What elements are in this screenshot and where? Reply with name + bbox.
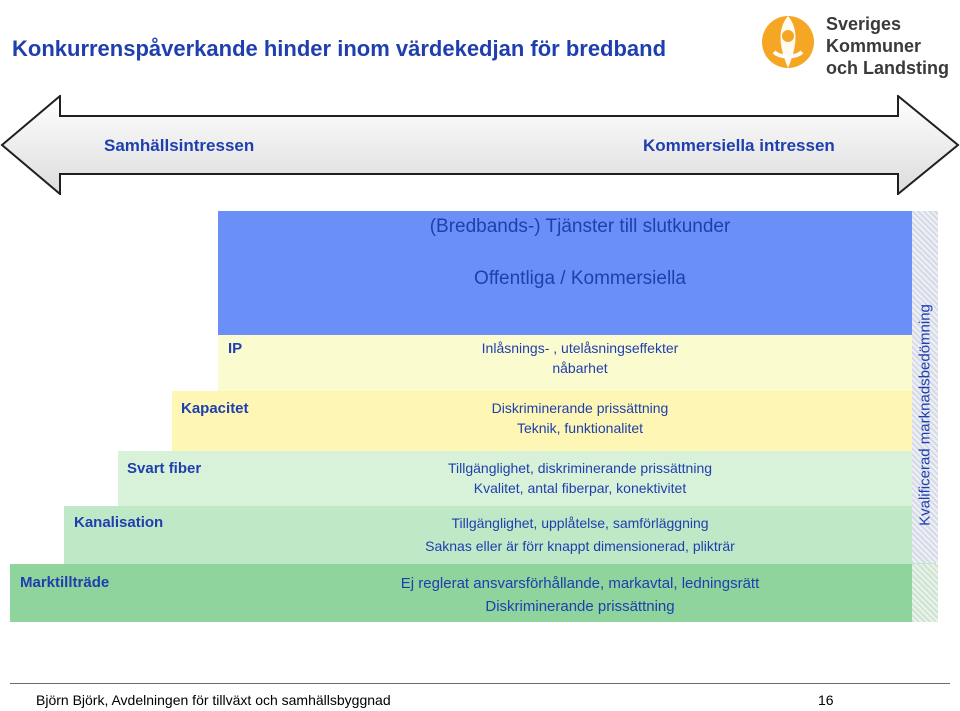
assessment-column-lower <box>912 564 938 622</box>
layer-label-marktilltrade: Marktillträde <box>20 574 110 591</box>
layer-kanalisation-line-1: Tillgänglighet, upplåtelse, samförläggning <box>451 515 709 531</box>
layer-text-kapacitet <box>330 398 830 438</box>
layer-kapacitet-line-1: Diskriminerande prissättning <box>491 400 669 416</box>
layer-svart-fiber-line-2: Kvalitet, antal fiberpar, konektivitet <box>473 480 687 496</box>
services-subtitle: Offentliga / Kommersiella <box>474 268 686 289</box>
logo-line-3: och Landsting <box>826 58 949 78</box>
layer-marktilltrade-line-2: Diskriminerande prissättning <box>485 598 675 615</box>
layer-text-marktilltrade <box>330 572 830 618</box>
arrow-right-label: Kommersiella intressen <box>643 136 835 155</box>
arrow-left-label: Samhällsintressen <box>104 136 255 155</box>
slide-title: Konkurrenspåverkande hinder inom värdekedjan för bredband <box>12 36 667 61</box>
layer-label-kapacitet: Kapacitet <box>181 400 249 417</box>
layer-text-ip <box>330 338 830 378</box>
logo-line-2: Kommuner <box>826 36 922 56</box>
layer-text-kanalisation <box>330 512 830 558</box>
logo-flower-icon <box>762 16 814 68</box>
footer-divider <box>10 683 950 684</box>
layer-label-svart-fiber: Svart fiber <box>127 460 202 477</box>
layer-svart-fiber-line-1: Tillgänglighet, diskriminerande prissättning <box>447 460 713 476</box>
footer-author: Björn Björk, Avdelningen för tillväxt och samhällsbyggnad <box>36 692 391 708</box>
assessment-label: Kvalificerad marknadsbedömning <box>916 304 934 526</box>
layer-ip-line-1: Inlåsnings- , utelåsningseffekter <box>481 340 679 356</box>
layer-label-kanalisation: Kanalisation <box>74 514 164 531</box>
layer-kapacitet-line-2: Teknik, funktionalitet <box>516 420 644 436</box>
services-title: (Bredbands-) Tjänster till slutkunder <box>429 216 731 237</box>
layer-marktilltrade-line-1: Ej reglerat ansvarsförhållande, markavtal, ledningsrätt <box>400 575 760 592</box>
logo-line-1: Sveriges <box>826 14 902 34</box>
page-number: 16 <box>818 692 834 708</box>
skl-logo <box>760 6 955 82</box>
layer-text-svart-fiber <box>330 458 830 498</box>
layer-kanalisation-line-2: Saknas eller är förr knappt dimensionerad, plikträr <box>425 538 735 554</box>
layer-ip-line-2: nåbarhet <box>552 360 608 376</box>
layer-label-ip: IP <box>228 340 243 357</box>
